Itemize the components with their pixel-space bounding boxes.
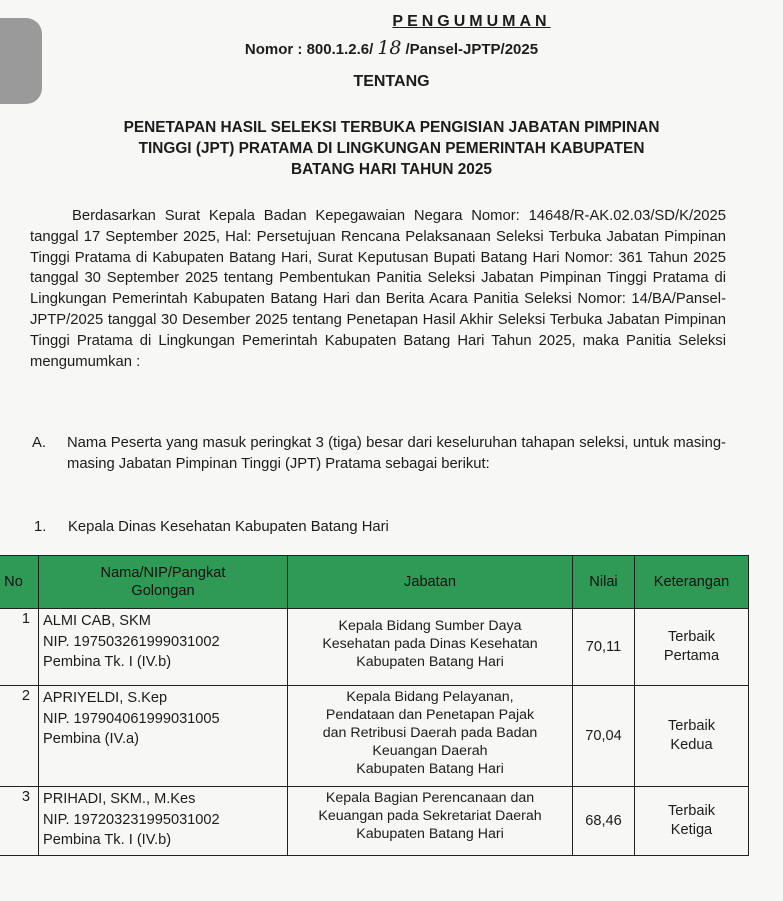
participant-pangkat: Pembina Tk. I (IV.b) xyxy=(43,654,172,670)
document-title: PENGUMUMAN xyxy=(392,13,551,30)
participant-pangkat: Pembina (IV.a) xyxy=(43,731,139,747)
table-row xyxy=(0,787,749,856)
jabatan-line: Kepala Bidang Sumber Daya xyxy=(338,618,522,634)
jabatan-line: Kabupaten Batang Hari xyxy=(356,761,504,777)
results-table xyxy=(0,555,749,856)
item-title: Kepala Dinas Kesehatan Kabupaten Batang Hari xyxy=(68,519,389,535)
section-a-text: Nama Peserta yang masuk peringkat 3 (tiga) besar dari keseluruhan tahapan seleksi, untuk masing-masing Jabatan Pimpinan Tinggi (JPT) Pratama sebagai berikut: xyxy=(67,435,726,472)
table-row xyxy=(0,609,749,686)
subject-line: BATANG HARI TAHUN 2025 xyxy=(291,161,492,178)
jabatan-line: dan Retribusi Daerah pada Badan xyxy=(322,725,538,741)
table-header-row xyxy=(0,556,749,609)
participant-nip: NIP. 197503261999031002 xyxy=(43,633,220,650)
jabatan-line: Pendataan dan Penetapan Pajak xyxy=(325,707,535,723)
cell-keterangan xyxy=(635,609,749,686)
cell-nama xyxy=(39,787,288,856)
keterangan-line: Ketiga xyxy=(670,822,713,838)
cell-nama xyxy=(39,609,288,686)
cell-jabatan xyxy=(288,787,573,856)
participant-pangkat: Pembina Tk. I (IV.b) xyxy=(43,832,172,848)
subject-line: TINGGI (JPT) PRATAMA DI LINGKUNGAN PEMERINTAH KABUPATEN xyxy=(138,140,645,157)
participant-name: PRIHADI, SKM., M.Kes xyxy=(43,791,196,807)
section-a-letter: A. xyxy=(32,435,46,451)
keterangan-line: Terbaik xyxy=(667,718,716,734)
keterangan-line: Pertama xyxy=(663,648,720,664)
keterangan-line: Kedua xyxy=(670,737,713,753)
col-header-jabatan: Jabatan xyxy=(288,556,573,609)
cell-nilai: 68,46 xyxy=(573,787,635,856)
subject-line: PENETAPAN HASIL SELEKSI TERBUKA PENGISIAN JABATAN PIMPINAN xyxy=(123,119,660,136)
jabatan-line: Kepala Bidang Pelayanan, xyxy=(346,689,514,705)
participant-name: APRIYELDI, S.Kep xyxy=(43,690,168,706)
cell-no: 2 xyxy=(0,686,39,787)
nomor-suffix: /Pansel-JPTP/2025 xyxy=(405,41,539,58)
cell-keterangan xyxy=(635,787,749,856)
jabatan-line: Kabupaten Batang Hari xyxy=(356,654,504,670)
overlay-corner-button[interactable] xyxy=(0,18,42,104)
participant-nip: NIP. 197203231995031002 xyxy=(43,811,220,828)
nomor-prefix: Nomor : 800.1.2.6/ xyxy=(244,41,374,58)
col-header-nilai: Nilai xyxy=(573,556,635,609)
col-header-no: No xyxy=(0,556,39,609)
cell-no: 1 xyxy=(0,609,39,686)
cell-jabatan xyxy=(288,609,573,686)
jabatan-line: Kesehatan pada Dinas Kesehatan xyxy=(322,636,538,652)
col-header-nama xyxy=(39,556,288,609)
jabatan-line: Keuangan Daerah xyxy=(372,743,488,759)
keterangan-line: Terbaik xyxy=(667,803,716,819)
item-number: 1. xyxy=(34,519,47,535)
participant-name: ALMI CAB, SKM xyxy=(43,613,151,629)
nomor-handwritten: 18 xyxy=(377,37,402,59)
document-number xyxy=(0,37,783,59)
cell-nilai: 70,04 xyxy=(573,686,635,787)
cell-keterangan xyxy=(635,686,749,787)
cell-nama xyxy=(39,686,288,787)
participant-nip: NIP. 197904061999031005 xyxy=(43,710,220,727)
table-row xyxy=(0,686,749,787)
cell-jabatan xyxy=(288,686,573,787)
keterangan-line: Terbaik xyxy=(667,629,716,645)
list-item xyxy=(34,519,389,535)
subject-heading xyxy=(0,117,783,180)
section-a xyxy=(32,433,726,475)
tentang-heading: TENTANG xyxy=(353,73,430,90)
body-paragraph: Berdasarkan Surat Kepala Badan Kepegawaian Negara Nomor: 14648/R-AK.02.03/SD/K/2025 tanggal 17 September 2025, Hal: Persetujuan Rencana Pelaksanaan Seleksi Terbuka Jabatan Pimpinan Tinggi Pratama di Kabupaten Batang Hari, Surat Keputusan Bupati Batang Hari Nomor: 361 Tahun 2025 tanggal 30 September 2025 tentang Pembentukan Panitia Seleksi Jabatan Pimpinan Tinggi Pratama di Lingkungan Pemerintah Kabupaten Batang Hari dan Berita Acara Panitia Seleksi Nomor: 14/BA/Pansel-JPTP/2025 tanggal 30 Desember 2025 tentang Penetapan Hasil Akhir Seleksi Terbuka Jabatan Pimpinan Tinggi Pratama di Lingkungan Pemerintah Kabupaten Batang Hari Tahun 2025, maka Panitia Seleksi mengumumkan : xyxy=(30,208,726,370)
jabatan-line: Keuangan pada Sekretariat Daerah xyxy=(318,808,542,824)
col-header-keterangan: Keterangan xyxy=(635,556,749,609)
jabatan-line: Kabupaten Batang Hari xyxy=(356,826,504,842)
jabatan-line: Kepala Bagian Perencanaan dan xyxy=(325,790,535,806)
col-header-nama-line: Nama/NIP/Pangkat xyxy=(100,565,226,581)
cell-nilai: 70,11 xyxy=(573,609,635,686)
cell-no: 3 xyxy=(0,787,39,856)
col-header-nama-line: Golongan xyxy=(131,583,195,599)
